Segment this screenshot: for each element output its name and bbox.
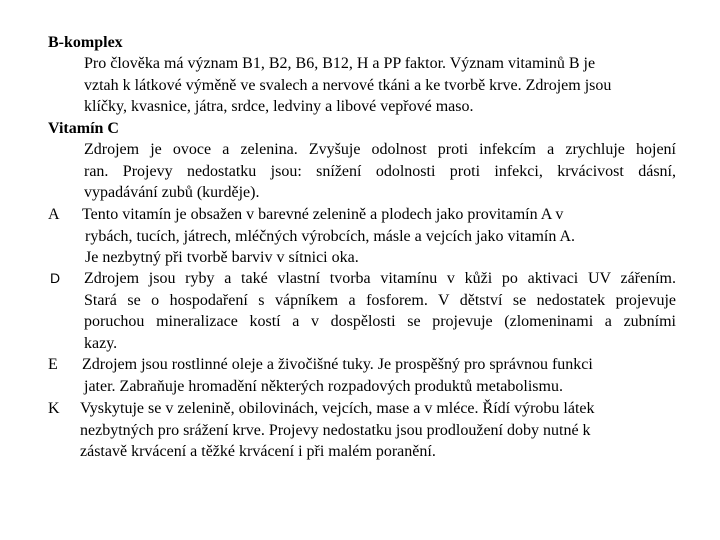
vitamin-e-line-1: Zdrojem jsou rostlinné oleje a živočišné tuky. Je prospěšný pro správnou funkci <box>82 356 593 373</box>
vitamin-k-line-1: Vyskytuje se v zelenině, obilovinách, vejcích, mase a v mléce. Řídí výrobu látek <box>80 400 595 417</box>
vitamin-c-line-3: vypadávání zubů (kurděje). <box>84 184 260 201</box>
vitamin-k-letter: K <box>48 400 60 417</box>
b-complex-heading: B-komplex <box>48 34 123 51</box>
vitamin-d-line-4: kazy. <box>84 334 118 352</box>
vitamin-c-line-1: Zdrojem je ovoce a zelenina. Zvyšuje odolnost proti infekcím a zrychluje hojení <box>84 141 676 158</box>
vitamin-c-line-2: ran. Projevy nedostatku jsou: snížení odolnosti proti infekci, krvácivost dásní, <box>84 162 676 180</box>
vitamin-e-letter: E <box>48 356 58 373</box>
vitamin-a-line-3: Je nezbytný při tvorbě barviv v sítnici oka. <box>85 249 359 266</box>
b-complex-line-3: klíčky, kvasnice, játra, srdce, ledviny a libové vepřové maso. <box>84 98 474 115</box>
b-complex-line-1: Pro člověka má význam B1, B2, B6, B12, H a PP faktor. Význam vitaminů B je <box>84 55 596 72</box>
vitamin-d-text <box>84 268 676 354</box>
vitamin-d-line-1: Zdrojem jsou ryby a také vlastní tvorba vitamínu v kůži po aktivaci UV zářením. <box>84 270 676 287</box>
vitamin-c-heading: Vitamín C <box>48 120 119 137</box>
vitamin-e-line-2: jater. Zabraňuje hromadění některých rozpadových produktů metabolismu. <box>84 377 563 395</box>
vitamin-d-line-3: poruchou mineralizace kostí a v dospělosti se projevuje (zlomeninami a zubními <box>84 313 676 330</box>
vitamin-k-line-2: nezbytných pro srážení krve. Projevy nedostatku jsou prodloužení doby nutné k <box>80 421 591 439</box>
vitamin-k-line-3: zástavě krvácení a těžké krvácení i při malém poranění. <box>80 443 436 460</box>
vitamin-d-letter: D <box>50 270 61 286</box>
vitamin-a-letter: A <box>48 206 60 223</box>
b-complex-line-2: vztah k látkové výměně ve svalech a nervové tkáni a ke tvorbě krve. Zdrojem jsou <box>84 76 612 94</box>
vitamin-a-text <box>82 204 676 269</box>
vitamin-a-line-1: Tento vitamín je obsažen v barevné zelenině a plodech jako provitamín A v <box>82 206 564 223</box>
b-complex-text <box>84 53 676 118</box>
vitamin-a-line-2: rybách, tucích, játrech, mléčných výrobcích, másle a vejcích jako vitamín A. <box>85 227 576 245</box>
vitamin-d-line-2: Stará se o hospodaření s vápníkem a fosforem. V dětství se nedostatek projevuje <box>84 291 676 309</box>
vitamin-e-text <box>82 354 676 397</box>
vitamin-k-text <box>80 398 676 463</box>
vitamin-c-text <box>84 139 676 204</box>
